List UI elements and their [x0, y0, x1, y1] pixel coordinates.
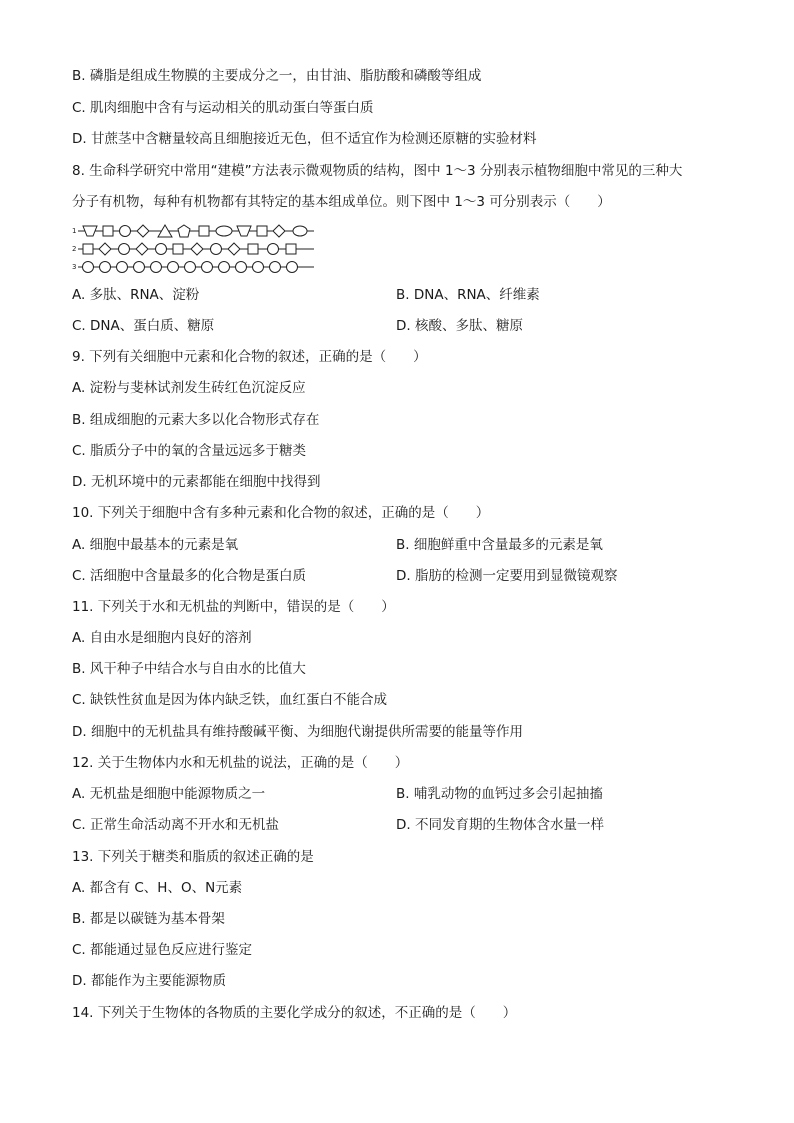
circle-monomer — [168, 262, 179, 273]
square-monomer — [103, 226, 113, 236]
ellipse-monomer — [216, 226, 232, 236]
pentagon-monomer — [178, 225, 190, 237]
question-9-stem: 9. 下列有关细胞中元素和化合物的叙述，正确的是（ ） — [72, 349, 427, 365]
circle-monomer — [219, 262, 230, 273]
circle-monomer — [119, 244, 130, 255]
option-11d: D. 细胞中的无机盐具有维持酸碱平衡、为细胞代谢提供所需要的能量等作用 — [72, 724, 523, 740]
option-11a: A. 自由水是细胞内良好的溶剂 — [72, 630, 252, 646]
option-8c: C. DNA、蛋白质、糖原 — [72, 318, 215, 334]
diamond-monomer — [137, 225, 149, 237]
trapezoid-monomer — [83, 226, 97, 236]
option-8d: D. 核酸、多肽、糖原 — [396, 318, 523, 334]
option-10a: A. 细胞中最基本的元素是氧 — [72, 537, 239, 553]
row-label-3: 3 — [72, 263, 77, 271]
square-monomer — [83, 244, 93, 254]
circle-monomer — [268, 244, 279, 255]
square-monomer — [248, 244, 258, 254]
option-12a: A. 无机盐是细胞中能源物质之一 — [72, 786, 266, 802]
question-8-stem-line1: 8. 生命科学研究中常用“建模”方法表示微观物质的结构，图中 1～3 分别表示植物细胞中常见的三种大 — [72, 163, 683, 179]
square-monomer — [257, 226, 267, 236]
option-7b: B. 磷脂是组成生物膜的主要成分之一，由甘油、脂肪酸和磷酸等组成 — [72, 68, 482, 84]
question-8-stem-line2: 分子有机物，每种有机物都有其特定的基本组成单位。则下图中 1～3 可分别表示（ ） — [72, 194, 611, 210]
circle-monomer — [83, 262, 94, 273]
circle-monomer — [100, 262, 111, 273]
diamond-monomer — [191, 243, 203, 255]
diamond-monomer — [228, 243, 240, 255]
square-monomer — [173, 244, 183, 254]
circle-monomer — [134, 262, 145, 273]
option-7d: D. 甘蔗茎中含糖量较高且细胞接近无色，但不适宜作为检测还原糖的实验材料 — [72, 131, 537, 147]
circle-monomer — [211, 244, 222, 255]
option-10d: D. 脂肪的检测一定要用到显微镜观察 — [396, 568, 618, 584]
question-12-stem: 12. 关于生物体内水和无机盐的说法，正确的是（ ） — [72, 755, 409, 771]
circle-monomer — [120, 226, 131, 237]
square-monomer — [286, 244, 296, 254]
option-12b: B. 哺乳动物的血钙过多会引起抽搐 — [396, 786, 603, 802]
circle-monomer — [202, 262, 213, 273]
option-9d: D. 无机环境中的元素都能在细胞中找得到 — [72, 474, 321, 490]
circle-monomer — [270, 262, 281, 273]
diamond-monomer — [136, 243, 148, 255]
ellipse-monomer — [293, 226, 307, 236]
row-label-1: 1 — [72, 227, 77, 235]
option-12c: C. 正常生命活动离不开水和无机盐 — [72, 817, 280, 833]
circle-monomer — [156, 244, 167, 255]
option-10c: C. 活细胞中含量最多的化合物是蛋白质 — [72, 568, 307, 584]
circle-monomer — [151, 262, 162, 273]
trapezoid-monomer — [237, 226, 251, 236]
option-8b: B. DNA、RNA、纤维素 — [396, 287, 540, 303]
option-8a: A. 多肽、RNA、淀粉 — [72, 287, 200, 303]
option-7c: C. 肌肉细胞中含有与运动相关的肌动蛋白等蛋白质 — [72, 100, 374, 116]
option-13b: B. 都是以碳链为基本骨架 — [72, 911, 225, 927]
diamond-monomer — [273, 225, 285, 237]
circle-monomer — [287, 262, 298, 273]
option-9c: C. 脂质分子中的氧的含量远远多于糖类 — [72, 443, 307, 459]
option-9b: B. 组成细胞的元素大多以化合物形式存在 — [72, 412, 320, 428]
diamond-monomer — [99, 243, 111, 255]
option-13c: C. 都能通过显色反应进行鉴定 — [72, 942, 253, 958]
option-9a: A. 淀粉与斐林试剂发生砖红色沉淀反应 — [72, 380, 306, 396]
monomer-chain-diagram — [72, 222, 322, 276]
circle-monomer — [253, 262, 264, 273]
circle-monomer — [236, 262, 247, 273]
option-12d: D. 不同发育期的生物体含水量一样 — [396, 817, 604, 833]
question-13-stem: 13. 下列关于糖类和脂质的叙述正确的是 — [72, 849, 314, 865]
row-label-2: 2 — [72, 245, 77, 253]
option-13d: D. 都能作为主要能源物质 — [72, 973, 226, 989]
question-11-stem: 11. 下列关于水和无机盐的判断中，错误的是（ ） — [72, 599, 395, 615]
circle-monomer — [185, 262, 196, 273]
option-11c: C. 缺铁性贫血是因为体内缺乏铁，血红蛋白不能合成 — [72, 692, 388, 708]
circle-monomer — [117, 262, 128, 273]
option-11b: B. 风干种子中结合水与自由水的比值大 — [72, 661, 306, 677]
option-13a: A. 都含有 C、H、O、N元素 — [72, 880, 243, 896]
option-10b: B. 细胞鲜重中含量最多的元素是氧 — [396, 537, 603, 553]
question-14-stem: 14. 下列关于生物体的各物质的主要化学成分的叙述，不正确的是（ ） — [72, 1005, 517, 1021]
question-10-stem: 10. 下列关于细胞中含有多种元素和化合物的叙述，正确的是（ ） — [72, 505, 490, 521]
square-monomer — [199, 226, 209, 236]
